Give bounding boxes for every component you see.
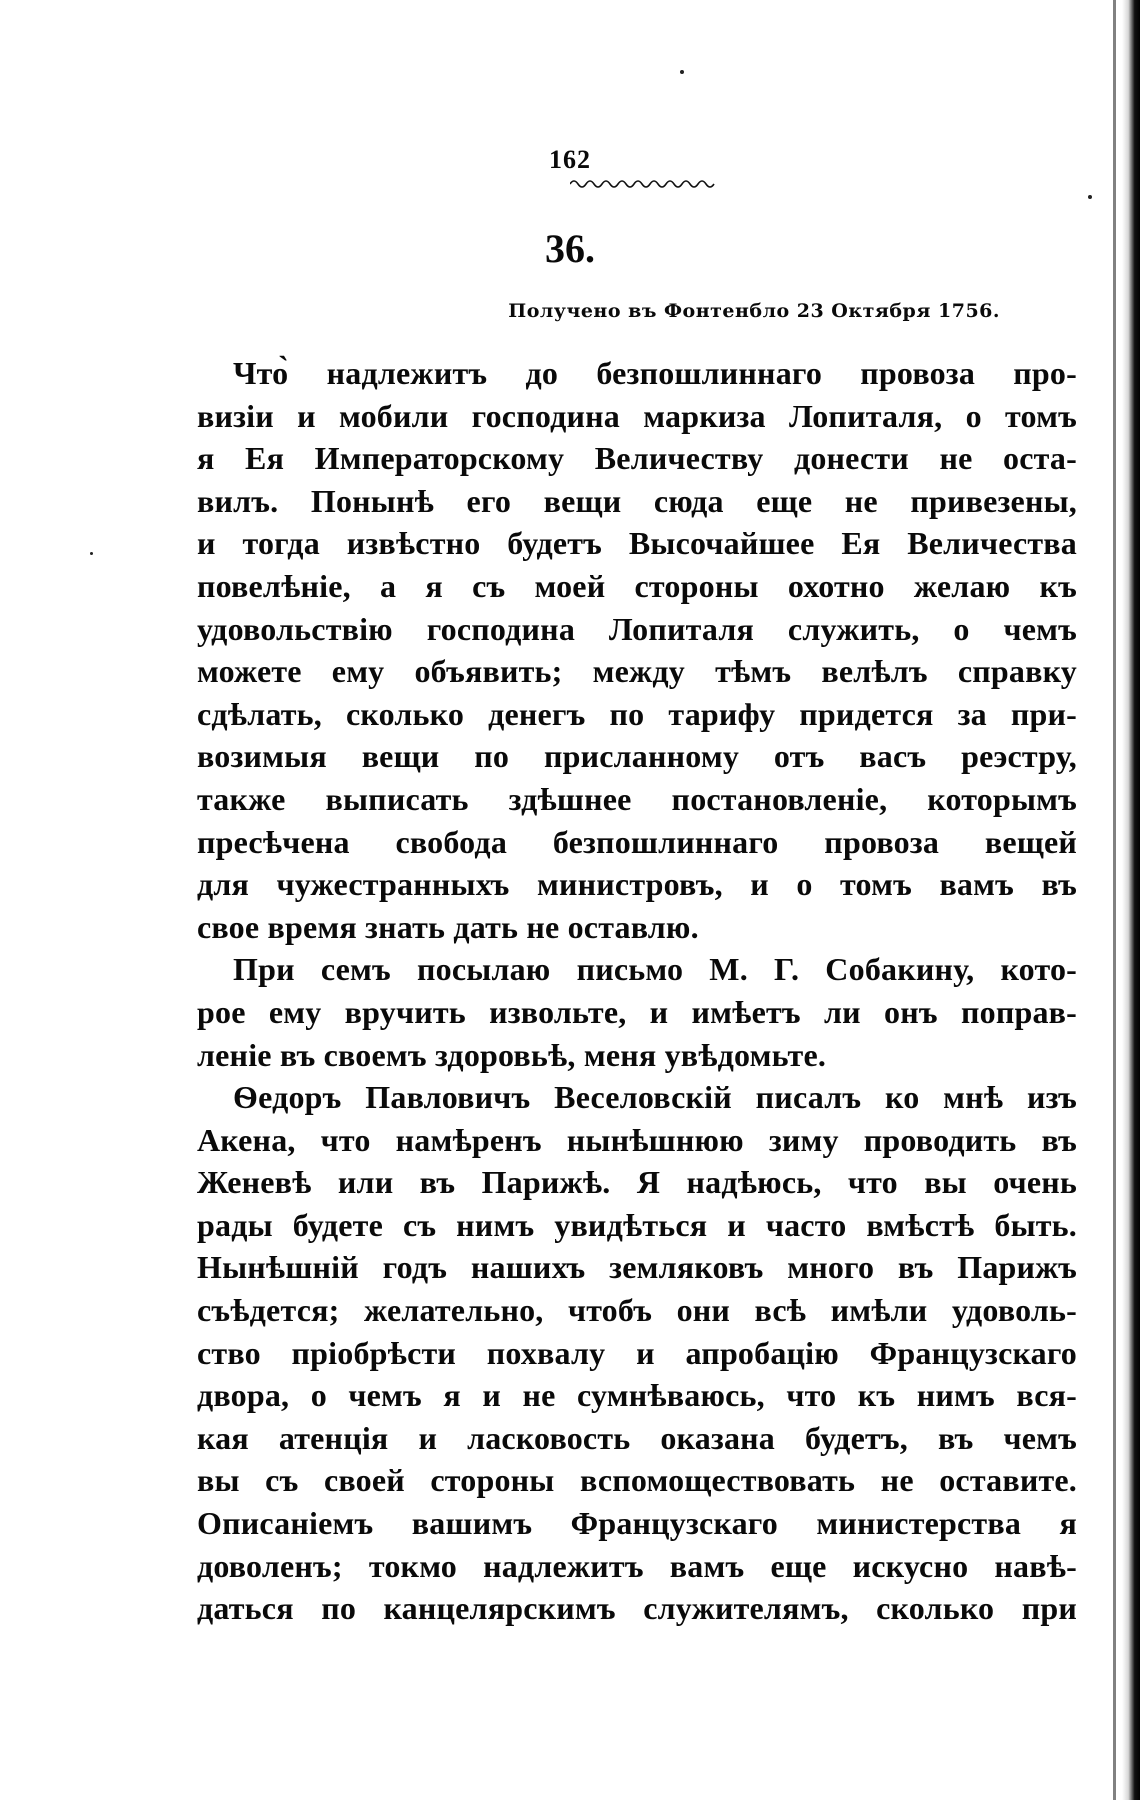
received-note: Получено въ Фонтенбло 23 Октября 1756. (508, 300, 1000, 322)
text-line: доволенъ; токмо надлежитъ вамъ еще искусно навѣ- (197, 1547, 1077, 1584)
text-line: также выписать здѣшнее постановленіе, которымъ (197, 780, 1077, 817)
text-line: я Ея Императорскому Величеству донести не оста- (197, 440, 1077, 477)
text-line: Что̀ надлежитъ до безпошлиннаго провоза про- (233, 355, 1077, 391)
text-line: съѣдется; желательно, чтобъ они всѣ имѣли удоволь- (197, 1292, 1077, 1329)
text-line: вы съ своей стороны вспомоществовать не оставите. (197, 1462, 1077, 1499)
text-line: возимыя вещи по присланному отъ васъ реэстру, (197, 738, 1077, 775)
text-line: Описаніемъ вашимъ Французскаго министерства я (197, 1505, 1077, 1542)
text-line: визіи и мобили господина маркиза Лопиталя, о томъ (197, 397, 1077, 434)
text-line: При семъ посылаю письмо М. Г. Собакину, кото- (233, 951, 1077, 988)
text-line: даться по канцелярскимъ служителямъ, сколько при (197, 1590, 1077, 1627)
text-line: леніе въ своемъ здоровьѣ, меня увѣдомьте. (197, 1036, 827, 1073)
text-line: вилъ. Понынѣ его вещи сюда еще не привезены, (197, 482, 1077, 519)
scan-speck (1088, 195, 1092, 199)
text-line: Ѳедоръ Павловичъ Веселовскій писалъ ко мнѣ изъ (233, 1079, 1077, 1116)
page-number: 162 (549, 145, 591, 174)
text-line: пресѣчена свобода безпошлиннаго провоза вещей (197, 823, 1077, 860)
text-line: рое ему вручить извольте, и имѣетъ ли онъ поправ- (197, 993, 1077, 1030)
text-line: для чужестранныхъ министровъ, и о томъ вамъ въ (197, 866, 1077, 903)
text-line: рады будете съ нимъ увидѣться и часто вмѣстѣ быть. (197, 1206, 1077, 1243)
text-line: Женевѣ или въ Парижѣ. Я надѣюсь, что вы очень (197, 1164, 1077, 1201)
text-line: ство пріобрѣсти похвалу и апробацію Французскаго (197, 1334, 1077, 1371)
scan-speck (90, 552, 93, 555)
text-line: свое время знать дать не оставлю. (197, 908, 699, 945)
text-line: и тогда извѣстно будетъ Высочайшее Ея Величества (197, 525, 1077, 562)
text-line: сдѣлать, сколько денегъ по тарифу придется за при- (197, 695, 1077, 732)
scan-speck (680, 70, 684, 74)
text-line: Акена, что намѣренъ нынѣшнюю зиму проводить въ (197, 1121, 1077, 1158)
text-line: двора, о чемъ я и не сумнѣваюсь, что къ нимъ вся- (197, 1377, 1077, 1414)
text-line: повелѣніе, а я съ моей стороны охотно желаю къ (197, 567, 1077, 604)
wavy-ornament (570, 178, 720, 190)
text-line: удовольствію господина Лопиталя служить, о чемъ (197, 610, 1077, 647)
text-line: кая атенція и ласковость оказана будетъ, въ чемъ (197, 1419, 1077, 1456)
text-line: можете ему объявить; между тѣмъ велѣлъ справку (197, 653, 1077, 690)
letter-body (197, 352, 1077, 1630)
text-line: Нынѣшній годъ нашихъ земляковъ много въ Парижъ (197, 1249, 1077, 1286)
document-number: 36. (545, 226, 595, 271)
